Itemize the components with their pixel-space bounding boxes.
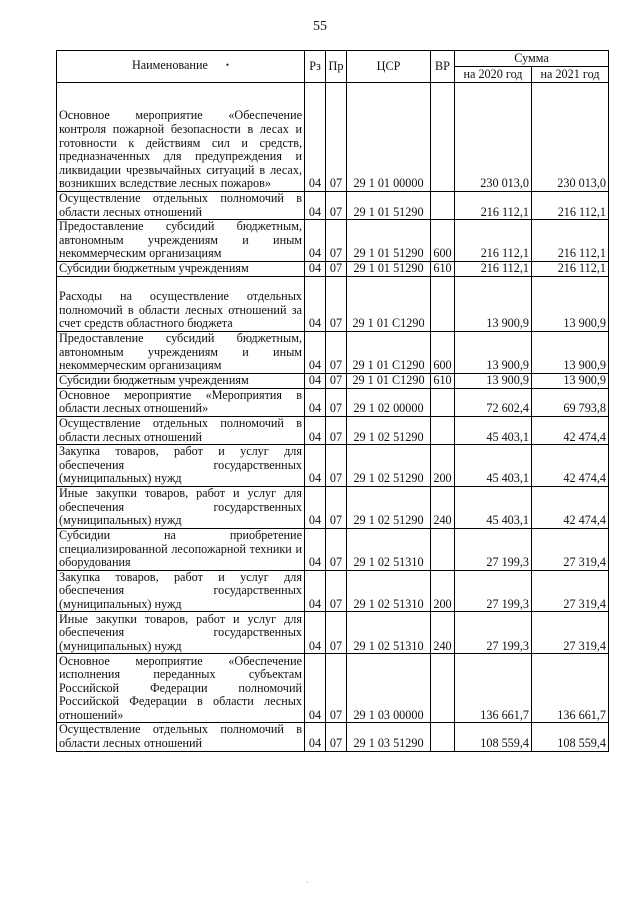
- cell-sum-2020: 108 559,4: [455, 723, 532, 751]
- cell-vr: [431, 654, 455, 723]
- cell-name: Основное мероприятие «Мероприятия в области лесных отношений»: [57, 388, 305, 416]
- cell-name: Иные закупки товаров, работ и услуг для обеспечения государственных (муниципальных) нужд: [57, 486, 305, 528]
- table-row: [57, 220, 609, 262]
- cell-rz: 04: [305, 570, 326, 612]
- cell-vr: [431, 83, 455, 192]
- cell-sum-2021: 42 474,4: [532, 486, 609, 528]
- cell-csr: 29 1 01 51290: [347, 220, 431, 262]
- table-row: [57, 570, 609, 612]
- cell-rz: 04: [305, 528, 326, 570]
- cell-sum-2020: 27 199,3: [455, 570, 532, 612]
- cell-name: Основное мероприятие «Обеспечение исполнения переданных субъектам Российской Федерации полномочий Российской Федерации в области лесных отношений»: [57, 654, 305, 723]
- cell-name: Субсидии бюджетным учреждениям: [57, 261, 305, 276]
- cell-csr: 29 1 01 С1290: [347, 276, 431, 331]
- cell-name: Основное мероприятие «Обеспечение контроля пожарной безопасности в лесах и готовности к действиям сил и средств, предназначенных для предупреждения и ликвидации чрезвычайных ситуаций в лесах, возникших вследствие лесных пожаров»: [57, 83, 305, 192]
- cell-name: Осуществление отдельных полномочий в области лесных отношений: [57, 416, 305, 444]
- cell-rz: 04: [305, 416, 326, 444]
- cell-name: Субсидии бюджетным учреждениям: [57, 373, 305, 388]
- cell-pr: 07: [326, 261, 347, 276]
- cell-sum-2021: 216 112,1: [532, 220, 609, 262]
- header-rz: Рз: [305, 51, 326, 83]
- cell-vr: 600: [431, 331, 455, 373]
- table-row: [57, 445, 609, 487]
- cell-sum-2020: 230 013,0: [455, 83, 532, 192]
- table-row: [57, 373, 609, 388]
- cell-vr: 200: [431, 570, 455, 612]
- table-row: [57, 416, 609, 444]
- table-body: [57, 83, 609, 752]
- cell-vr: [431, 416, 455, 444]
- page-number: 55: [313, 19, 327, 34]
- cell-vr: 600: [431, 220, 455, 262]
- cell-sum-2021: 27 319,4: [532, 612, 609, 654]
- cell-csr: 29 1 02 51290: [347, 486, 431, 528]
- cell-sum-2021: 216 112,1: [532, 261, 609, 276]
- cell-sum-2020: 27 199,3: [455, 528, 532, 570]
- cell-sum-2020: 216 112,1: [455, 261, 532, 276]
- table-row: [57, 612, 609, 654]
- cell-pr: 07: [326, 486, 347, 528]
- cell-sum-2021: 13 900,9: [532, 276, 609, 331]
- cell-vr: 240: [431, 612, 455, 654]
- cell-pr: 07: [326, 373, 347, 388]
- cell-rz: 04: [305, 445, 326, 487]
- cell-sum-2021: 27 319,4: [532, 570, 609, 612]
- cell-pr: 07: [326, 723, 347, 751]
- cell-csr: 29 1 01 51290: [347, 192, 431, 220]
- cell-sum-2021: 136 661,7: [532, 654, 609, 723]
- cell-sum-2020: 13 900,9: [455, 276, 532, 331]
- cell-pr: 07: [326, 276, 347, 331]
- cell-pr: 07: [326, 445, 347, 487]
- footer-mark: ·: [306, 878, 309, 887]
- cell-vr: [431, 388, 455, 416]
- cell-csr: 29 1 02 51310: [347, 528, 431, 570]
- cell-csr: 29 1 02 51290: [347, 445, 431, 487]
- table-header: [57, 51, 609, 83]
- table-row: [57, 192, 609, 220]
- table-row: [57, 331, 609, 373]
- cell-csr: 29 1 01 00000: [347, 83, 431, 192]
- cell-vr: 200: [431, 445, 455, 487]
- cell-vr: 240: [431, 486, 455, 528]
- cell-name: Иные закупки товаров, работ и услуг для обеспечения государственных (муниципальных) нужд: [57, 612, 305, 654]
- cell-sum-2021: 13 900,9: [532, 331, 609, 373]
- table-row: [57, 528, 609, 570]
- cell-sum-2021: 42 474,4: [532, 445, 609, 487]
- cell-csr: 29 1 02 00000: [347, 388, 431, 416]
- cell-sum-2021: 42 474,4: [532, 416, 609, 444]
- cell-csr: 29 1 01 С1290: [347, 373, 431, 388]
- cell-csr: 29 1 02 51310: [347, 570, 431, 612]
- cell-vr: 610: [431, 261, 455, 276]
- cell-vr: [431, 276, 455, 331]
- cell-sum-2020: 45 403,1: [455, 416, 532, 444]
- table-row: [57, 723, 609, 751]
- cell-csr: 29 1 01 51290: [347, 261, 431, 276]
- cell-pr: 07: [326, 570, 347, 612]
- cell-name: Расходы на осуществление отдельных полномочий в области лесных отношений за счет средств областного бюджета: [57, 276, 305, 331]
- cell-pr: 07: [326, 388, 347, 416]
- cell-sum-2020: 13 900,9: [455, 331, 532, 373]
- cell-rz: 04: [305, 276, 326, 331]
- cell-sum-2020: 216 112,1: [455, 220, 532, 262]
- header-csr: ЦСР: [347, 51, 431, 83]
- cell-name: Предоставление субсидий бюджетным, автономным учреждениям и иным некоммерческим организациям: [57, 220, 305, 262]
- header-pr: Пр: [326, 51, 347, 83]
- cell-sum-2020: 45 403,1: [455, 486, 532, 528]
- cell-name: Закупка товаров, работ и услуг для обеспечения государственных (муниципальных) нужд: [57, 445, 305, 487]
- cell-sum-2020: 136 661,7: [455, 654, 532, 723]
- cell-pr: 07: [326, 83, 347, 192]
- header-name-mark: •: [225, 60, 230, 71]
- cell-pr: 07: [326, 416, 347, 444]
- cell-sum-2020: 27 199,3: [455, 612, 532, 654]
- cell-rz: 04: [305, 723, 326, 751]
- cell-rz: 04: [305, 612, 326, 654]
- table-row: [57, 654, 609, 723]
- cell-vr: [431, 528, 455, 570]
- cell-vr: 610: [431, 373, 455, 388]
- header-sum: Сумма: [455, 51, 609, 67]
- cell-pr: 07: [326, 654, 347, 723]
- cell-sum-2021: 230 013,0: [532, 83, 609, 192]
- table-row: [57, 388, 609, 416]
- cell-sum-2020: 13 900,9: [455, 373, 532, 388]
- cell-pr: 07: [326, 612, 347, 654]
- cell-pr: 07: [326, 528, 347, 570]
- cell-rz: 04: [305, 261, 326, 276]
- cell-pr: 07: [326, 220, 347, 262]
- cell-name: Осуществление отдельных полномочий в области лесных отношений: [57, 723, 305, 751]
- cell-name: Закупка товаров, работ и услуг для обеспечения государственных (муниципальных) нужд: [57, 570, 305, 612]
- cell-sum-2021: 27 319,4: [532, 528, 609, 570]
- cell-rz: 04: [305, 331, 326, 373]
- budget-table: [56, 50, 609, 752]
- cell-name: Субсидии на приобретение специализированной лесопожарной техники и оборудования: [57, 528, 305, 570]
- cell-rz: 04: [305, 486, 326, 528]
- cell-rz: 04: [305, 83, 326, 192]
- cell-rz: 04: [305, 220, 326, 262]
- cell-name: Осуществление отдельных полномочий в области лесных отношений: [57, 192, 305, 220]
- header-vr: ВР: [431, 51, 455, 83]
- cell-rz: 04: [305, 388, 326, 416]
- header-year-2021: на 2021 год: [532, 67, 609, 83]
- cell-csr: 29 1 03 51290: [347, 723, 431, 751]
- cell-sum-2021: 108 559,4: [532, 723, 609, 751]
- table-row: [57, 83, 609, 192]
- cell-rz: 04: [305, 654, 326, 723]
- cell-vr: [431, 723, 455, 751]
- cell-rz: 04: [305, 192, 326, 220]
- cell-pr: 07: [326, 331, 347, 373]
- cell-sum-2020: 45 403,1: [455, 445, 532, 487]
- cell-csr: 29 1 02 51310: [347, 612, 431, 654]
- cell-vr: [431, 192, 455, 220]
- table-row: [57, 261, 609, 276]
- cell-sum-2020: 216 112,1: [455, 192, 532, 220]
- cell-csr: 29 1 01 С1290: [347, 331, 431, 373]
- cell-csr: 29 1 03 00000: [347, 654, 431, 723]
- cell-rz: 04: [305, 373, 326, 388]
- cell-pr: 07: [326, 192, 347, 220]
- header-year-2020: на 2020 год: [455, 67, 532, 83]
- table-row: [57, 276, 609, 331]
- cell-name: Предоставление субсидий бюджетным, автономным учреждениям и иным некоммерческим организациям: [57, 331, 305, 373]
- cell-sum-2020: 72 602,4: [455, 388, 532, 416]
- cell-sum-2021: 13 900,9: [532, 373, 609, 388]
- table-row: [57, 486, 609, 528]
- cell-csr: 29 1 02 51290: [347, 416, 431, 444]
- cell-sum-2021: 216 112,1: [532, 192, 609, 220]
- cell-sum-2021: 69 793,8: [532, 388, 609, 416]
- header-name: Наименование •: [57, 51, 305, 83]
